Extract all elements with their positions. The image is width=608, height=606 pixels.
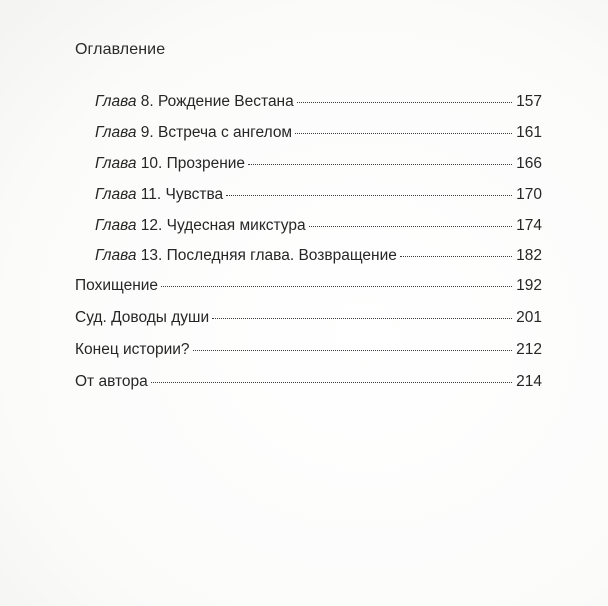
toc-entry-label <box>95 216 306 236</box>
chapter-title: 9. Встреча с ангелом <box>136 124 293 141</box>
toc-entry-section-from-author <box>75 372 542 392</box>
dot-leader <box>226 195 512 196</box>
toc-entry-section-abduction <box>75 276 542 296</box>
dot-leader <box>400 256 512 257</box>
page-number: 166 <box>516 155 542 172</box>
toc-entry-chapter-8 <box>95 92 542 112</box>
toc-entry-label: Суд. Доводы души <box>75 309 210 326</box>
toc-entry-chapter-11 <box>95 185 542 205</box>
chapter-title: 10. Прозрение <box>136 155 246 172</box>
dot-leader <box>309 226 513 227</box>
chapter-title: 11. Чувства <box>136 186 224 203</box>
toc-entry-chapter-12 <box>95 216 542 236</box>
chapter-title: 12. Чудесная микстура <box>136 217 306 234</box>
toc-entry-label <box>95 123 292 143</box>
toc-entry-section-end-of-story <box>75 340 542 360</box>
chapter-title: 13. Последняя глава. Возвращение <box>136 247 397 264</box>
chapter-prefix: Глава <box>95 93 137 110</box>
page-number: 214 <box>516 373 542 390</box>
toc-entry-label <box>95 92 294 112</box>
chapter-prefix: Глава <box>95 217 137 234</box>
dot-leader <box>151 382 512 383</box>
page-number: 174 <box>516 217 542 234</box>
toc-entry-label <box>95 185 223 205</box>
page-number: 192 <box>516 277 542 294</box>
page-number: 201 <box>516 309 542 326</box>
dot-leader <box>161 286 512 287</box>
dot-leader <box>212 318 512 319</box>
chapter-prefix: Глава <box>95 124 137 141</box>
toc-entry-label: От автора <box>75 373 148 390</box>
toc-entry-chapter-9 <box>95 123 542 143</box>
page-number: 170 <box>516 186 542 203</box>
toc-entry-chapter-10 <box>95 154 542 174</box>
page-number: 182 <box>516 247 542 264</box>
toc-entry-label <box>95 246 397 266</box>
page-number: 161 <box>516 124 542 141</box>
chapter-prefix: Глава <box>95 247 137 264</box>
chapter-prefix: Глава <box>95 155 137 172</box>
toc-entry-label: Конец истории? <box>75 341 190 358</box>
page-number: 157 <box>516 93 542 110</box>
dot-leader <box>297 102 512 103</box>
dot-leader <box>248 164 512 165</box>
dot-leader <box>193 350 513 351</box>
toc-entry-label <box>95 154 245 174</box>
page-number: 212 <box>516 341 542 358</box>
toc-entry-chapter-13 <box>95 246 542 266</box>
dot-leader <box>295 133 512 134</box>
toc-entry-section-trial <box>75 308 542 328</box>
page-title: Оглавление <box>75 41 166 58</box>
chapter-title: 8. Рождение Вестана <box>136 93 294 110</box>
toc-entry-label: Похищение <box>75 277 159 294</box>
chapter-prefix: Глава <box>95 186 137 203</box>
